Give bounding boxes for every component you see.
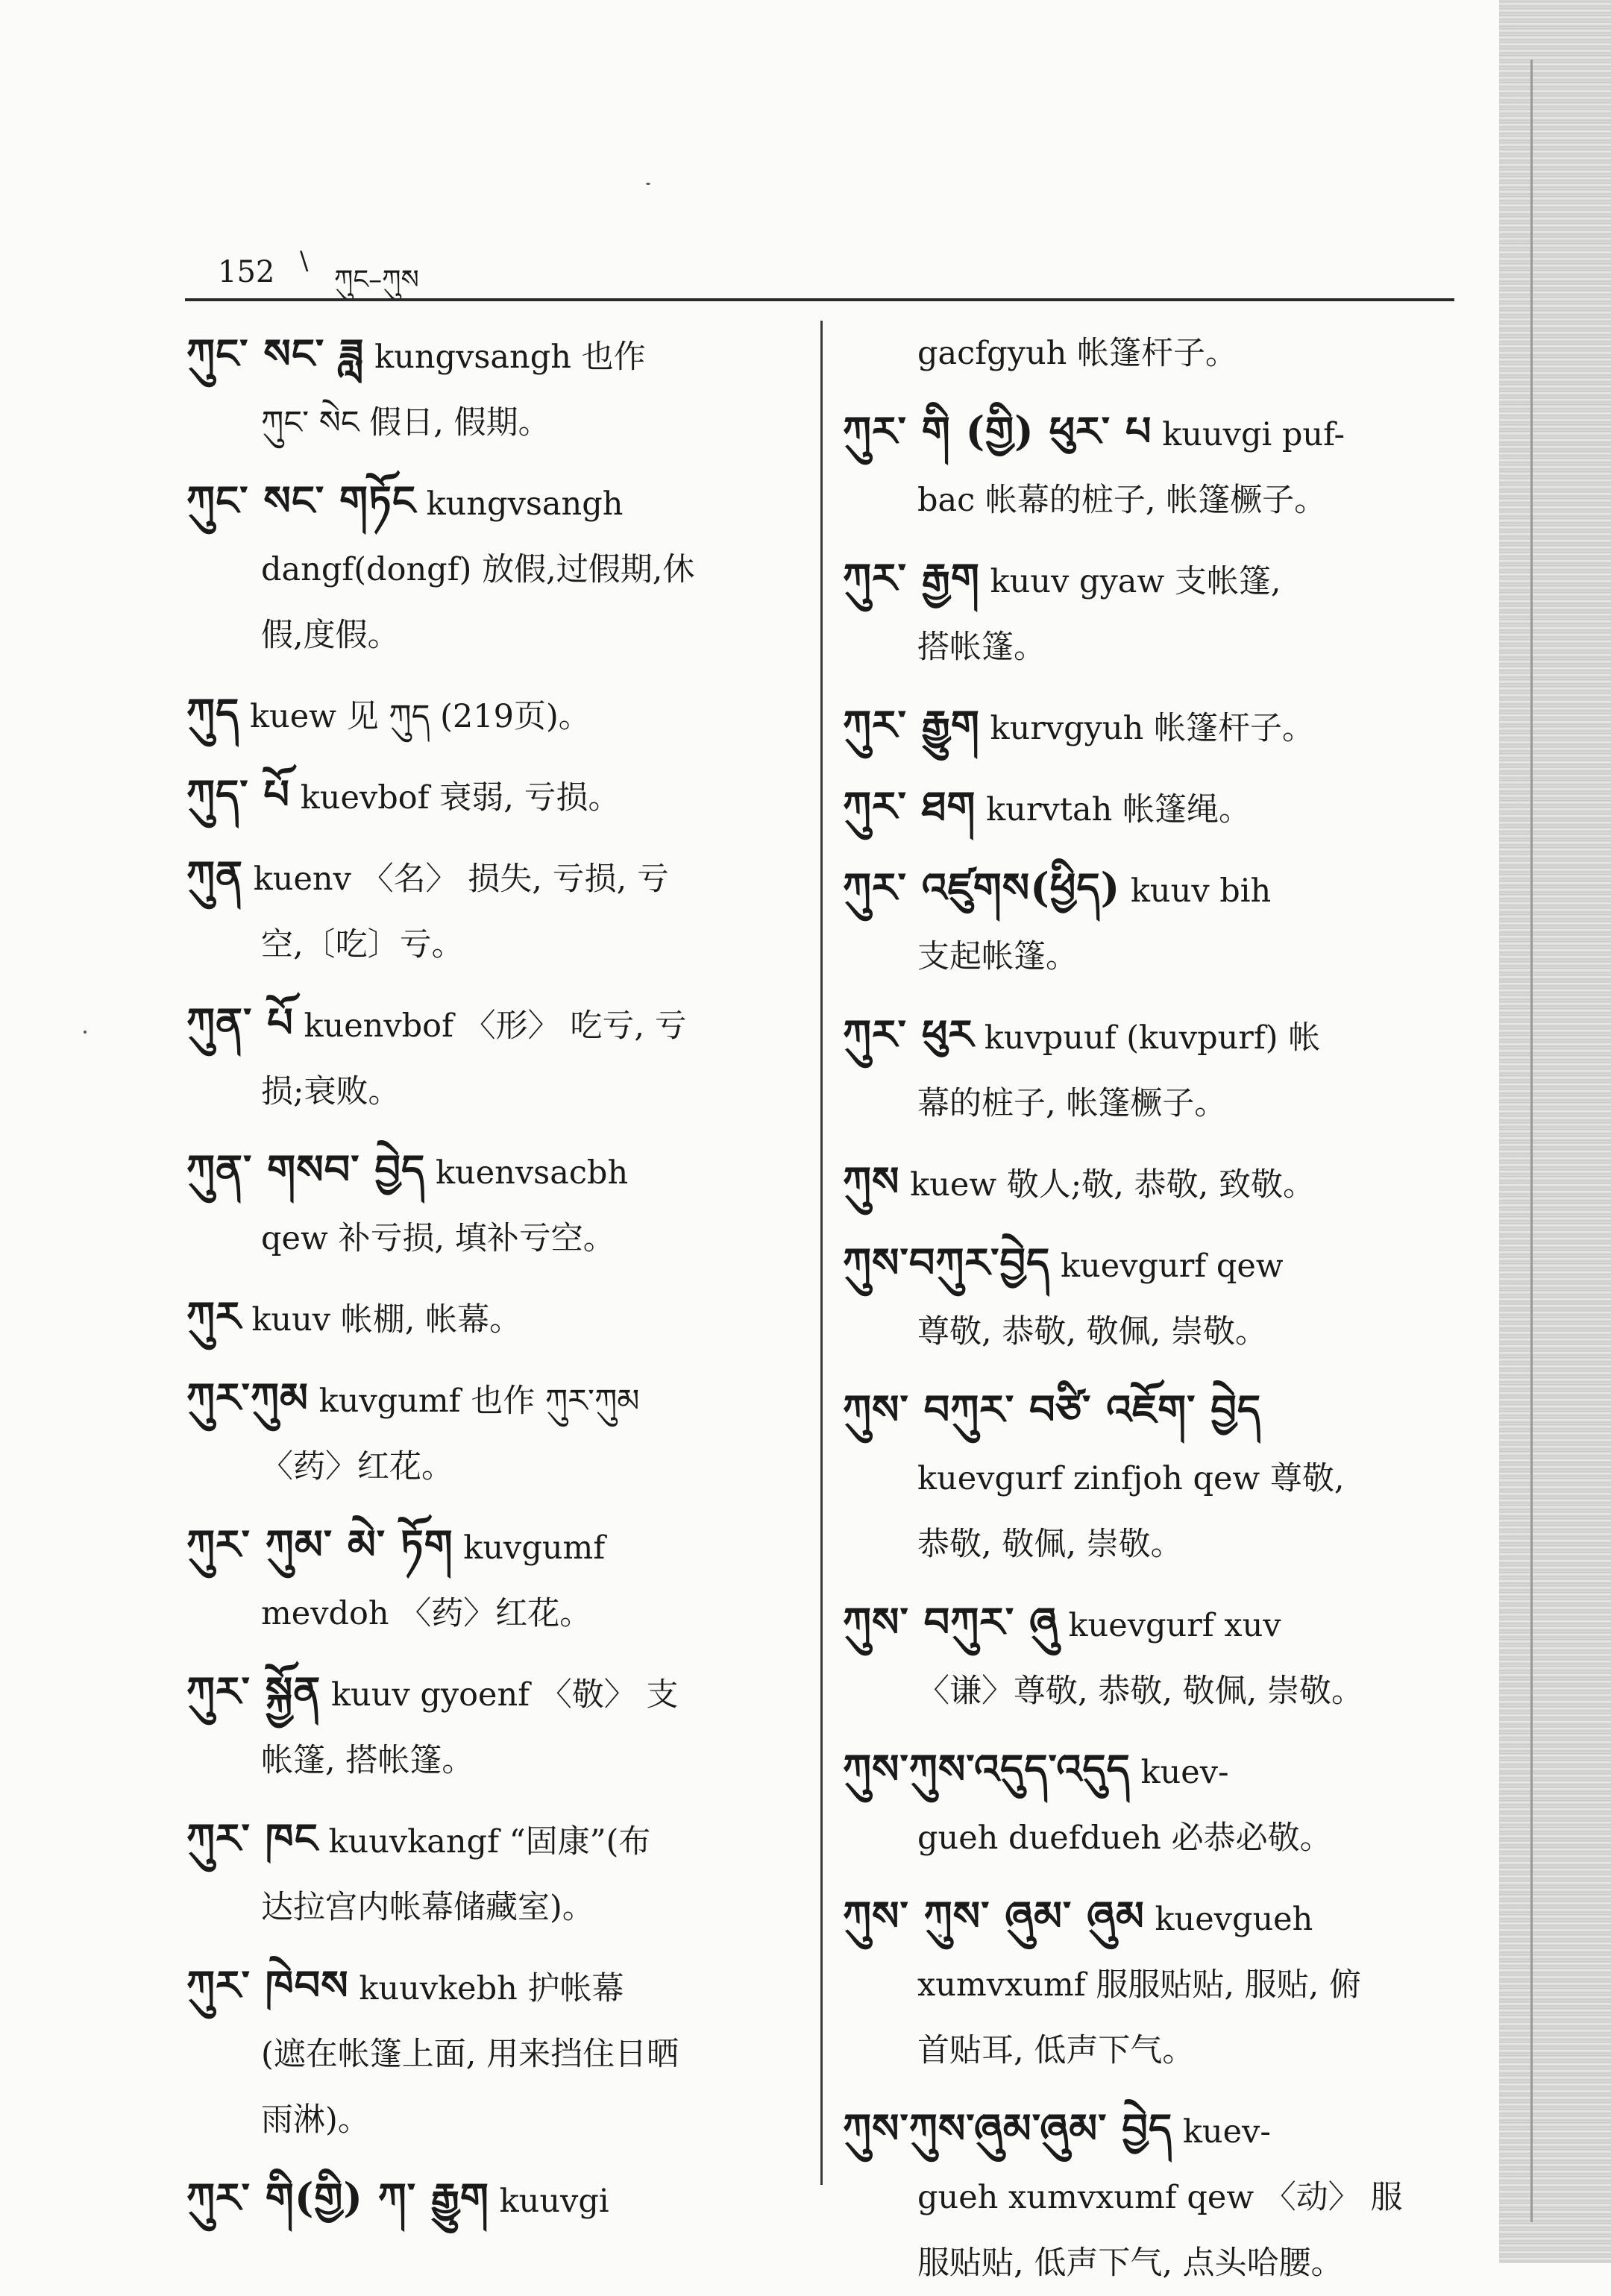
- tibetan-headword: ཀུང་ སང་ གཏོང: [186, 477, 416, 524]
- entry-definition-line: (遮在帐篷上面, 用来挡住日晒: [261, 2036, 679, 2073]
- entry-head-line: [843, 1736, 1477, 1805]
- entry-definition-line: gueh xumvxumf qew 〈动〉 服: [917, 2179, 1403, 2216]
- entry-definition-line: 帐篷, 搭帐篷。: [261, 1742, 474, 1779]
- tibetan-headword: ཀུར་ རྒྱུག: [843, 701, 980, 749]
- entry-definition-start: kuenv 〈名〉 损失, 亏损, 亏: [253, 861, 669, 898]
- entry-definition-start: kurvtah 帐篷绳。: [986, 791, 1251, 828]
- entry-definition-start: kuuvkangf “固康”(布: [328, 1823, 651, 1861]
- column-divider: [820, 321, 823, 2185]
- entry-definition-line: 达拉宫内帐幕储藏室)。: [261, 1889, 594, 1926]
- entry-head-line: [843, 1883, 1477, 1952]
- entry-head-line: [843, 2095, 1477, 2165]
- dictionary-entry: [843, 692, 1477, 761]
- tibetan-headword: ཀུར་ ཁང: [186, 1814, 318, 1862]
- entry-definition-start: kuuvgi puf-: [1162, 416, 1345, 453]
- dictionary-entry: [186, 680, 798, 749]
- entry-head-line: [186, 990, 798, 1059]
- entry-head-line: [843, 545, 1477, 614]
- entry-definition-start: kuvpuuf (kuvpurf) 帐: [984, 1019, 1321, 1057]
- entry-definition-line: 空,〔吃〕亏。: [261, 926, 464, 963]
- dictionary-entry: [843, 1377, 1477, 1577]
- tibetan-headword: ཀུས་བཀུར་བྱེད: [843, 1239, 1051, 1286]
- tibetan-headword: ཀུད: [186, 689, 240, 737]
- entry-head-line: [186, 468, 798, 537]
- entry-definition-start: kuevgueh: [1155, 1901, 1313, 1938]
- dictionary-entry: [186, 1512, 798, 1646]
- dictionary-entry: [186, 1136, 798, 1271]
- page-fold-line: [1530, 60, 1533, 2222]
- tibetan-headword: ཀུན: [186, 852, 244, 899]
- entry-definition-start: kuevgurf qew: [1060, 1248, 1284, 1285]
- dictionary-entry: [186, 1365, 798, 1500]
- dictionary-entry: [843, 1736, 1477, 1871]
- entry-definition-line: 〈谦〉尊敬, 恭敬, 敬佩, 崇敬。: [917, 1673, 1364, 1710]
- dictionary-entry: [843, 1001, 1477, 1136]
- entry-head-line: [186, 843, 798, 912]
- entry-head-line: [186, 1283, 798, 1353]
- tibetan-headword: ཀུས: [843, 1157, 900, 1205]
- dictionary-entry: [186, 1805, 798, 1940]
- dictionary-entry: [843, 321, 1477, 386]
- entry-head-line: [186, 1952, 798, 2022]
- scan-speck: [84, 1031, 87, 1034]
- entry-head-line: [843, 773, 1477, 843]
- left-column: [186, 321, 798, 2234]
- entry-head-line: [186, 1805, 798, 1875]
- dictionary-entry: [843, 1148, 1477, 1218]
- entry-definition-start: kuuv gyaw 支帐篷,: [990, 563, 1281, 600]
- entry-definition-start: kuenvbof 〈形〉 吃亏, 亏: [304, 1007, 687, 1045]
- dictionary-entry: [843, 1230, 1477, 1365]
- dictionary-entry: [186, 2165, 798, 2234]
- entry-head-line: [843, 1001, 1477, 1071]
- entry-head-line: [186, 761, 798, 831]
- entry-definition-line: 〈药〉红花。: [261, 1448, 453, 1485]
- header-tick-mark: \: [300, 246, 309, 276]
- entry-definition-line: bac 帐幕的桩子, 帐篷橛子。: [917, 482, 1327, 519]
- entry-head-line: [843, 398, 1477, 468]
- entry-definition-start: kuuv 帐棚, 帐幕。: [251, 1301, 522, 1339]
- entry-definition-line: gueh duefdueh 必恭必敬。: [917, 1819, 1332, 1857]
- entry-definition-start: kuev-: [1182, 2113, 1271, 2151]
- entry-definition-start: kuevgurf xuv: [1068, 1607, 1281, 1644]
- tibetan-headword: ཀུན་ པོ: [186, 998, 294, 1046]
- entry-definition-line: gacfgyuh 帐篷杆子。: [917, 335, 1238, 372]
- entry-head-line: [186, 321, 798, 390]
- entry-head-line: [843, 1589, 1477, 1658]
- tibetan-headword: ཀུང་ སང་ ཟླ: [186, 330, 365, 377]
- tibetan-headword: ཀུན་ གསབ་ བྱེད: [186, 1145, 426, 1193]
- dictionary-entry: [843, 773, 1477, 843]
- tibetan-headword: ཀུར་ ཁེབས: [186, 1961, 349, 2009]
- entry-head-line: [843, 692, 1477, 761]
- scan-speck: [646, 183, 650, 185]
- dictionary-entry: [843, 2095, 1477, 2296]
- entry-definition-start: kuuv bih: [1130, 872, 1272, 910]
- entry-definition-start: kuuvkebh 护帐幕: [359, 1970, 624, 2007]
- dictionary-entry: [843, 1883, 1477, 2083]
- tibetan-headword: ཀུར་ འཛུགས(ཕྱིད): [843, 864, 1121, 911]
- dictionary-entry: [186, 321, 798, 456]
- dictionary-entry: [843, 545, 1477, 680]
- tibetan-headword: ཀུར་ཀུམ: [186, 1374, 309, 1421]
- entry-definition-line: 支起帐篷。: [917, 938, 1078, 975]
- entry-definition-start: kuew 敬人;敬, 恭敬, 致敬。: [910, 1166, 1315, 1204]
- tibetan-headword: ཀུས་ བཀུར་ ཞུ: [843, 1598, 1058, 1646]
- tibetan-headword: ཀུར་ རྒྱག: [843, 554, 980, 602]
- entry-definition-start: kuuv gyoenf 〈敬〉 支: [330, 1676, 679, 1714]
- header-rule: [185, 298, 1454, 301]
- dictionary-entry: [843, 1589, 1477, 1724]
- page-edge-scan: [1499, 0, 1611, 2263]
- dictionary-entry: [843, 855, 1477, 990]
- dictionary-entry: [186, 1658, 798, 1793]
- dictionary-entry: [186, 1283, 798, 1353]
- tibetan-headword: ཀུར་ ཐག: [843, 782, 976, 830]
- entry-definition-start: kurvgyuh 帐篷杆子。: [990, 710, 1314, 747]
- entry-definition-start: kuuvgi: [499, 2183, 609, 2220]
- entry-definition-line: qew 补亏损, 填补亏空。: [261, 1220, 615, 1257]
- headword-range: ཀུང–ཀུས: [334, 265, 419, 295]
- entry-definition-line: 首贴耳, 低声下气。: [917, 2032, 1195, 2069]
- entry-definition-line: xumvxumf 服服贴贴, 服贴, 俯: [917, 1966, 1361, 2004]
- entry-definition-line: 假,度假。: [261, 617, 400, 654]
- tibetan-headword: ཀུར་ གི (གྱི) ཕུར་ པ: [843, 407, 1152, 455]
- entry-definition-line: 尊敬, 恭敬, 敬佩, 崇敬。: [917, 1313, 1268, 1350]
- entry-definition-line: ཀུང་ སེང 假日, 假期。: [261, 404, 550, 441]
- dictionary-entry: [843, 398, 1477, 533]
- entry-definition-line: 服贴贴, 低声下气, 点头哈腰。: [917, 2245, 1343, 2282]
- page-number: 152: [218, 255, 275, 289]
- entry-definition-line: kuevgurf zinfjoh qew 尊敬,: [917, 1460, 1345, 1497]
- entry-definition-line: 搭帐篷。: [917, 629, 1046, 666]
- entry-definition-start: kuev-: [1140, 1754, 1229, 1791]
- entry-head-line: [186, 680, 798, 749]
- entry-head-line: [843, 1148, 1477, 1218]
- tibetan-headword: ཀུར་ གི(གྱི) ཀ་ རྒྱུག: [186, 2174, 489, 2221]
- tibetan-headword: ཀུས་ཀུས་འདུད་འདུད: [843, 1745, 1131, 1793]
- entry-head-line: [186, 2165, 798, 2234]
- entry-head-line: [843, 1230, 1477, 1299]
- entry-definition-line: 幕的桩子, 帐篷橛子。: [917, 1085, 1227, 1122]
- entry-definition-start: kuew 见 ཀུད (219页)。: [249, 698, 591, 735]
- entry-definition-start: kungvsangh: [426, 485, 624, 523]
- dictionary-entry: [186, 990, 798, 1125]
- entry-definition-start: kuvgumf 也作 ཀུར་ཀུམ: [318, 1383, 640, 1420]
- dictionary-entry: [186, 843, 798, 978]
- entry-definition-start: kungvsangh 也作: [374, 339, 646, 376]
- entry-definition-line: 损;衰败。: [261, 1073, 401, 1110]
- entry-head-line: [186, 1136, 798, 1206]
- tibetan-headword: ཀུད་ པོ: [186, 770, 291, 818]
- tibetan-headword: ཀུར་ སྐྱོན: [186, 1667, 321, 1715]
- entry-head-line: [186, 1365, 798, 1434]
- entry-head-line: [186, 1658, 798, 1728]
- right-column: [843, 321, 1477, 2296]
- dictionary-entry: [186, 1952, 798, 2153]
- tibetan-headword: ཀུར: [186, 1292, 242, 1340]
- entry-definition-start: kuvgumf: [463, 1529, 606, 1567]
- tibetan-headword: ཀུས་ཀུས་ཞུམ་ཞུམ་ བྱེད: [843, 2104, 1173, 2152]
- dictionary-entry: [186, 468, 798, 668]
- entry-definition-start: kuevbof 衰弱, 亏损。: [300, 779, 621, 817]
- entry-head-line: [186, 1512, 798, 1581]
- entry-definition-line: dangf(dongf) 放假,过假期,休: [261, 551, 695, 588]
- tibetan-headword: ཀུར་ ཀུམ་ མེ་ ཏོག: [186, 1520, 453, 1568]
- entry-definition-line: 雨淋)。: [261, 2101, 370, 2139]
- entry-definition-line: mevdoh 〈药〉红花。: [261, 1595, 592, 1632]
- entry-head-line: [843, 1377, 1477, 1446]
- entry-definition-line: 恭敬, 敬佩, 崇敬。: [917, 1526, 1183, 1563]
- tibetan-headword: ཀུས་ བཀུར་ བཙི་ འཇོག་ བྱེད: [843, 1386, 1262, 1433]
- dictionary-entry: [186, 761, 798, 831]
- tibetan-headword: ཀུས་ ཀུས་ ཞུམ་ ཞུམ: [843, 1892, 1145, 1940]
- entry-head-line: [843, 855, 1477, 924]
- entry-definition-start: kuenvsacbh: [435, 1154, 629, 1192]
- tibetan-headword: ཀུར་ ཕུར: [843, 1010, 975, 1058]
